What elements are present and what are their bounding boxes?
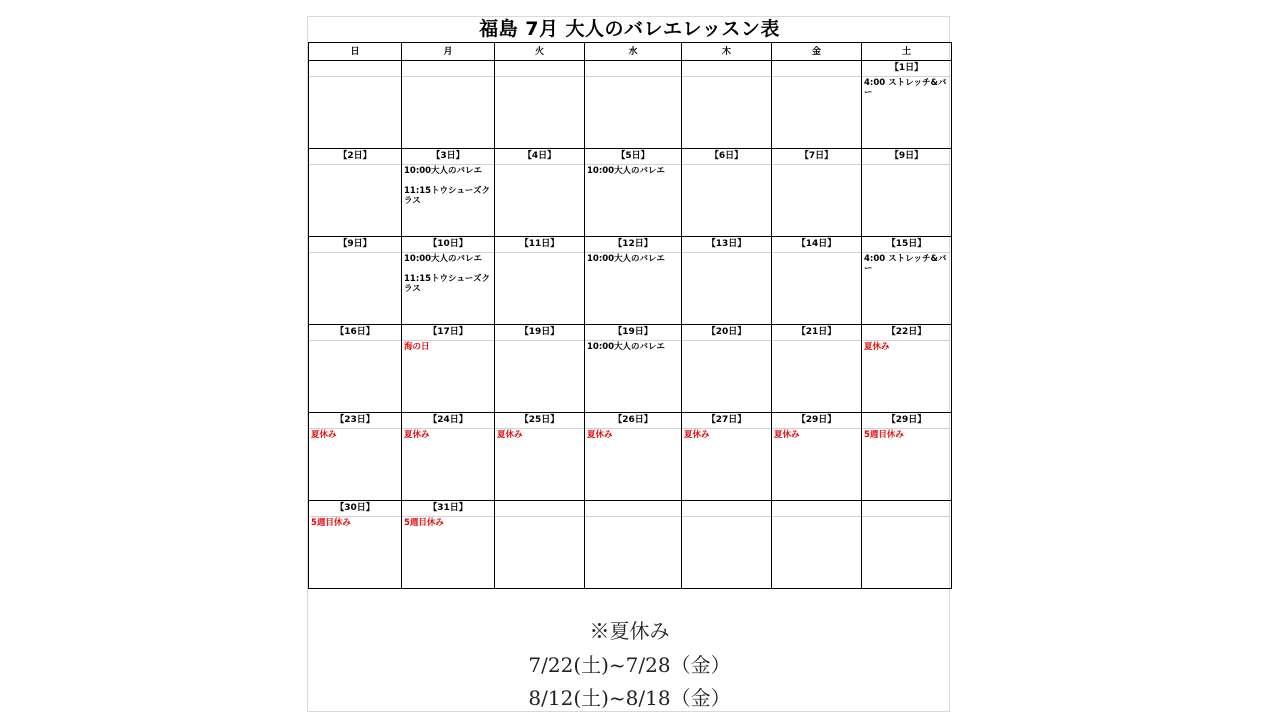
- day-cell: [402, 149, 495, 237]
- event-list: [495, 77, 584, 78]
- day-cell: [772, 61, 862, 149]
- day-label: 【10日】: [402, 237, 494, 253]
- day-cell: [862, 501, 952, 589]
- holiday-note: 夏休み: [497, 430, 523, 440]
- day-label: [682, 501, 771, 517]
- day-label: 【13日】: [682, 237, 771, 253]
- holiday-note: 夏休み: [864, 342, 890, 352]
- event-list: [309, 165, 401, 166]
- summer-break-heading: ※夏休み: [589, 619, 670, 643]
- event-list: [309, 253, 401, 254]
- event-list: [682, 429, 771, 440]
- lesson-entry: 4:00 ストレッチ&バー: [864, 78, 947, 98]
- event-list: [309, 77, 401, 78]
- week-row: [309, 237, 952, 325]
- weekday-header: 金: [772, 43, 862, 61]
- day-label: [495, 61, 584, 77]
- lesson-entry: 10:00大人のバレエ: [587, 254, 666, 264]
- holiday-note: 夏休み: [404, 430, 430, 440]
- day-label: [402, 61, 494, 77]
- day-cell: [495, 325, 585, 413]
- event-list: [402, 165, 494, 206]
- day-label: [495, 501, 584, 517]
- lesson-entry: 11:15トウシューズクラス: [404, 274, 490, 294]
- day-label: 【11日】: [495, 237, 584, 253]
- day-label: 【17日】: [402, 325, 494, 341]
- event-list: [585, 77, 681, 78]
- event-list: [402, 517, 494, 528]
- day-label: 【20日】: [682, 325, 771, 341]
- lesson-entry: 10:00大人のバレエ: [404, 254, 483, 264]
- day-cell: [402, 413, 495, 501]
- week-row: [309, 325, 952, 413]
- day-label: 【22日】: [862, 325, 951, 341]
- day-cell: [682, 413, 772, 501]
- lesson-entry: 11:15トウシューズクラス: [404, 186, 490, 206]
- event-list: [682, 77, 771, 78]
- day-label: [772, 61, 861, 77]
- day-label: 【25日】: [495, 413, 584, 429]
- event-list: [772, 165, 861, 166]
- event-list: [585, 341, 681, 352]
- event-list: [682, 517, 771, 518]
- day-cell: [402, 237, 495, 325]
- day-cell: [682, 325, 772, 413]
- event-list: [772, 341, 861, 342]
- event-list: [402, 77, 494, 78]
- event-list: [495, 165, 584, 166]
- day-label: 【6日】: [682, 149, 771, 165]
- day-cell: [585, 501, 682, 589]
- day-cell: [402, 501, 495, 589]
- event-list: [402, 341, 494, 352]
- day-label: 【26日】: [585, 413, 681, 429]
- holiday-note: 海の日: [404, 342, 430, 352]
- day-label: 【4日】: [495, 149, 584, 165]
- day-cell: [682, 501, 772, 589]
- event-list: [772, 253, 861, 254]
- day-label: 【9日】: [309, 237, 401, 253]
- weekday-header: 木: [682, 43, 772, 61]
- day-label: [682, 61, 771, 77]
- day-cell: [862, 237, 952, 325]
- day-label: 【19日】: [585, 325, 681, 341]
- day-label: 【5日】: [585, 149, 681, 165]
- day-label: 【30日】: [309, 501, 401, 517]
- event-list: [585, 429, 681, 440]
- day-cell: [585, 325, 682, 413]
- day-cell: [862, 325, 952, 413]
- day-label: 【27日】: [682, 413, 771, 429]
- holiday-note: 夏休み: [684, 430, 710, 440]
- day-cell: [772, 325, 862, 413]
- event-list: [309, 517, 401, 528]
- event-list: [772, 517, 861, 518]
- day-label: 【7日】: [772, 149, 861, 165]
- event-list: [862, 517, 951, 518]
- holiday-note: 5週目休み: [311, 518, 351, 528]
- weekday-header: 火: [495, 43, 585, 61]
- event-list: [585, 165, 681, 176]
- schedule-page: [307, 16, 950, 712]
- day-label: 【19日】: [495, 325, 584, 341]
- event-list: [309, 429, 401, 440]
- lesson-entry: 10:00大人のバレエ: [404, 166, 483, 176]
- lesson-entry: 10:00大人のバレエ: [587, 166, 666, 176]
- event-list: [585, 517, 681, 518]
- day-cell: [682, 61, 772, 149]
- day-label: 【2日】: [309, 149, 401, 165]
- day-label: 【16日】: [309, 325, 401, 341]
- day-label: 【9日】: [862, 149, 951, 165]
- day-cell: [309, 149, 402, 237]
- day-cell: [585, 237, 682, 325]
- day-cell: [682, 237, 772, 325]
- day-cell: [682, 149, 772, 237]
- weekday-header-row: [309, 43, 952, 61]
- week-row: [309, 149, 952, 237]
- day-label: 【21日】: [772, 325, 861, 341]
- event-list: [585, 253, 681, 264]
- summer-break-period-august: 8/12(土)~8/18（金）: [528, 686, 731, 710]
- holiday-note: 5週目休み: [864, 430, 904, 440]
- event-list: [772, 77, 861, 78]
- day-label: 【29日】: [772, 413, 861, 429]
- day-cell: [585, 413, 682, 501]
- calendar-body: [309, 61, 952, 589]
- day-cell: [772, 501, 862, 589]
- event-list: [862, 165, 951, 166]
- day-label: [862, 501, 951, 517]
- day-cell: [772, 413, 862, 501]
- event-list: [772, 429, 861, 440]
- day-cell: [309, 237, 402, 325]
- day-cell: [585, 61, 682, 149]
- event-list: [862, 429, 951, 440]
- day-cell: [402, 325, 495, 413]
- day-cell: [495, 61, 585, 149]
- day-cell: [862, 149, 952, 237]
- event-list: [682, 341, 771, 342]
- day-label: 【15日】: [862, 237, 951, 253]
- day-label: [772, 501, 861, 517]
- day-cell: [585, 149, 682, 237]
- week-row: [309, 501, 952, 589]
- day-label: 【24日】: [402, 413, 494, 429]
- event-list: [862, 77, 951, 98]
- day-cell: [402, 61, 495, 149]
- holiday-note: 夏休み: [774, 430, 800, 440]
- event-list: [862, 253, 951, 274]
- day-cell: [495, 237, 585, 325]
- holiday-note: 夏休み: [311, 430, 337, 440]
- summer-break-period-july: 7/22(土)~7/28（金）: [528, 653, 731, 677]
- day-label: 【3日】: [402, 149, 494, 165]
- page-title: 福島 7月 大人のバレエレッスン表: [479, 18, 780, 40]
- weekday-header: 水: [585, 43, 682, 61]
- event-list: [309, 341, 401, 342]
- event-list: [495, 341, 584, 342]
- event-list: [495, 517, 584, 518]
- lesson-entry: 10:00大人のバレエ: [587, 342, 666, 352]
- day-label: 【29日】: [862, 413, 951, 429]
- day-cell: [495, 413, 585, 501]
- day-label: [585, 501, 681, 517]
- day-cell: [495, 501, 585, 589]
- day-label: 【12日】: [585, 237, 681, 253]
- day-cell: [309, 413, 402, 501]
- event-list: [402, 253, 494, 294]
- weekday-header: 土: [862, 43, 952, 61]
- event-list: [862, 341, 951, 352]
- day-cell: [309, 61, 402, 149]
- weekday-header: 月: [402, 43, 495, 61]
- day-cell: [862, 61, 952, 149]
- event-list: [682, 165, 771, 166]
- calendar-table: [308, 42, 952, 589]
- event-list: [495, 429, 584, 440]
- lesson-entry: 4:00 ストレッチ&バー: [864, 254, 947, 274]
- day-cell: [309, 325, 402, 413]
- day-label: [585, 61, 681, 77]
- holiday-note: 夏休み: [587, 430, 613, 440]
- day-cell: [495, 149, 585, 237]
- week-row: [309, 61, 952, 149]
- day-cell: [862, 413, 952, 501]
- day-cell: [772, 237, 862, 325]
- day-label: 【31日】: [402, 501, 494, 517]
- day-label: 【1日】: [862, 61, 951, 77]
- weekday-header: 日: [309, 43, 402, 61]
- day-cell: [772, 149, 862, 237]
- week-row: [309, 413, 952, 501]
- day-label: 【23日】: [309, 413, 401, 429]
- holiday-note: 5週目休み: [404, 518, 444, 528]
- event-list: [682, 253, 771, 254]
- event-list: [495, 253, 584, 254]
- day-label: [309, 61, 401, 77]
- day-label: 【14日】: [772, 237, 861, 253]
- event-list: [402, 429, 494, 440]
- day-cell: [309, 501, 402, 589]
